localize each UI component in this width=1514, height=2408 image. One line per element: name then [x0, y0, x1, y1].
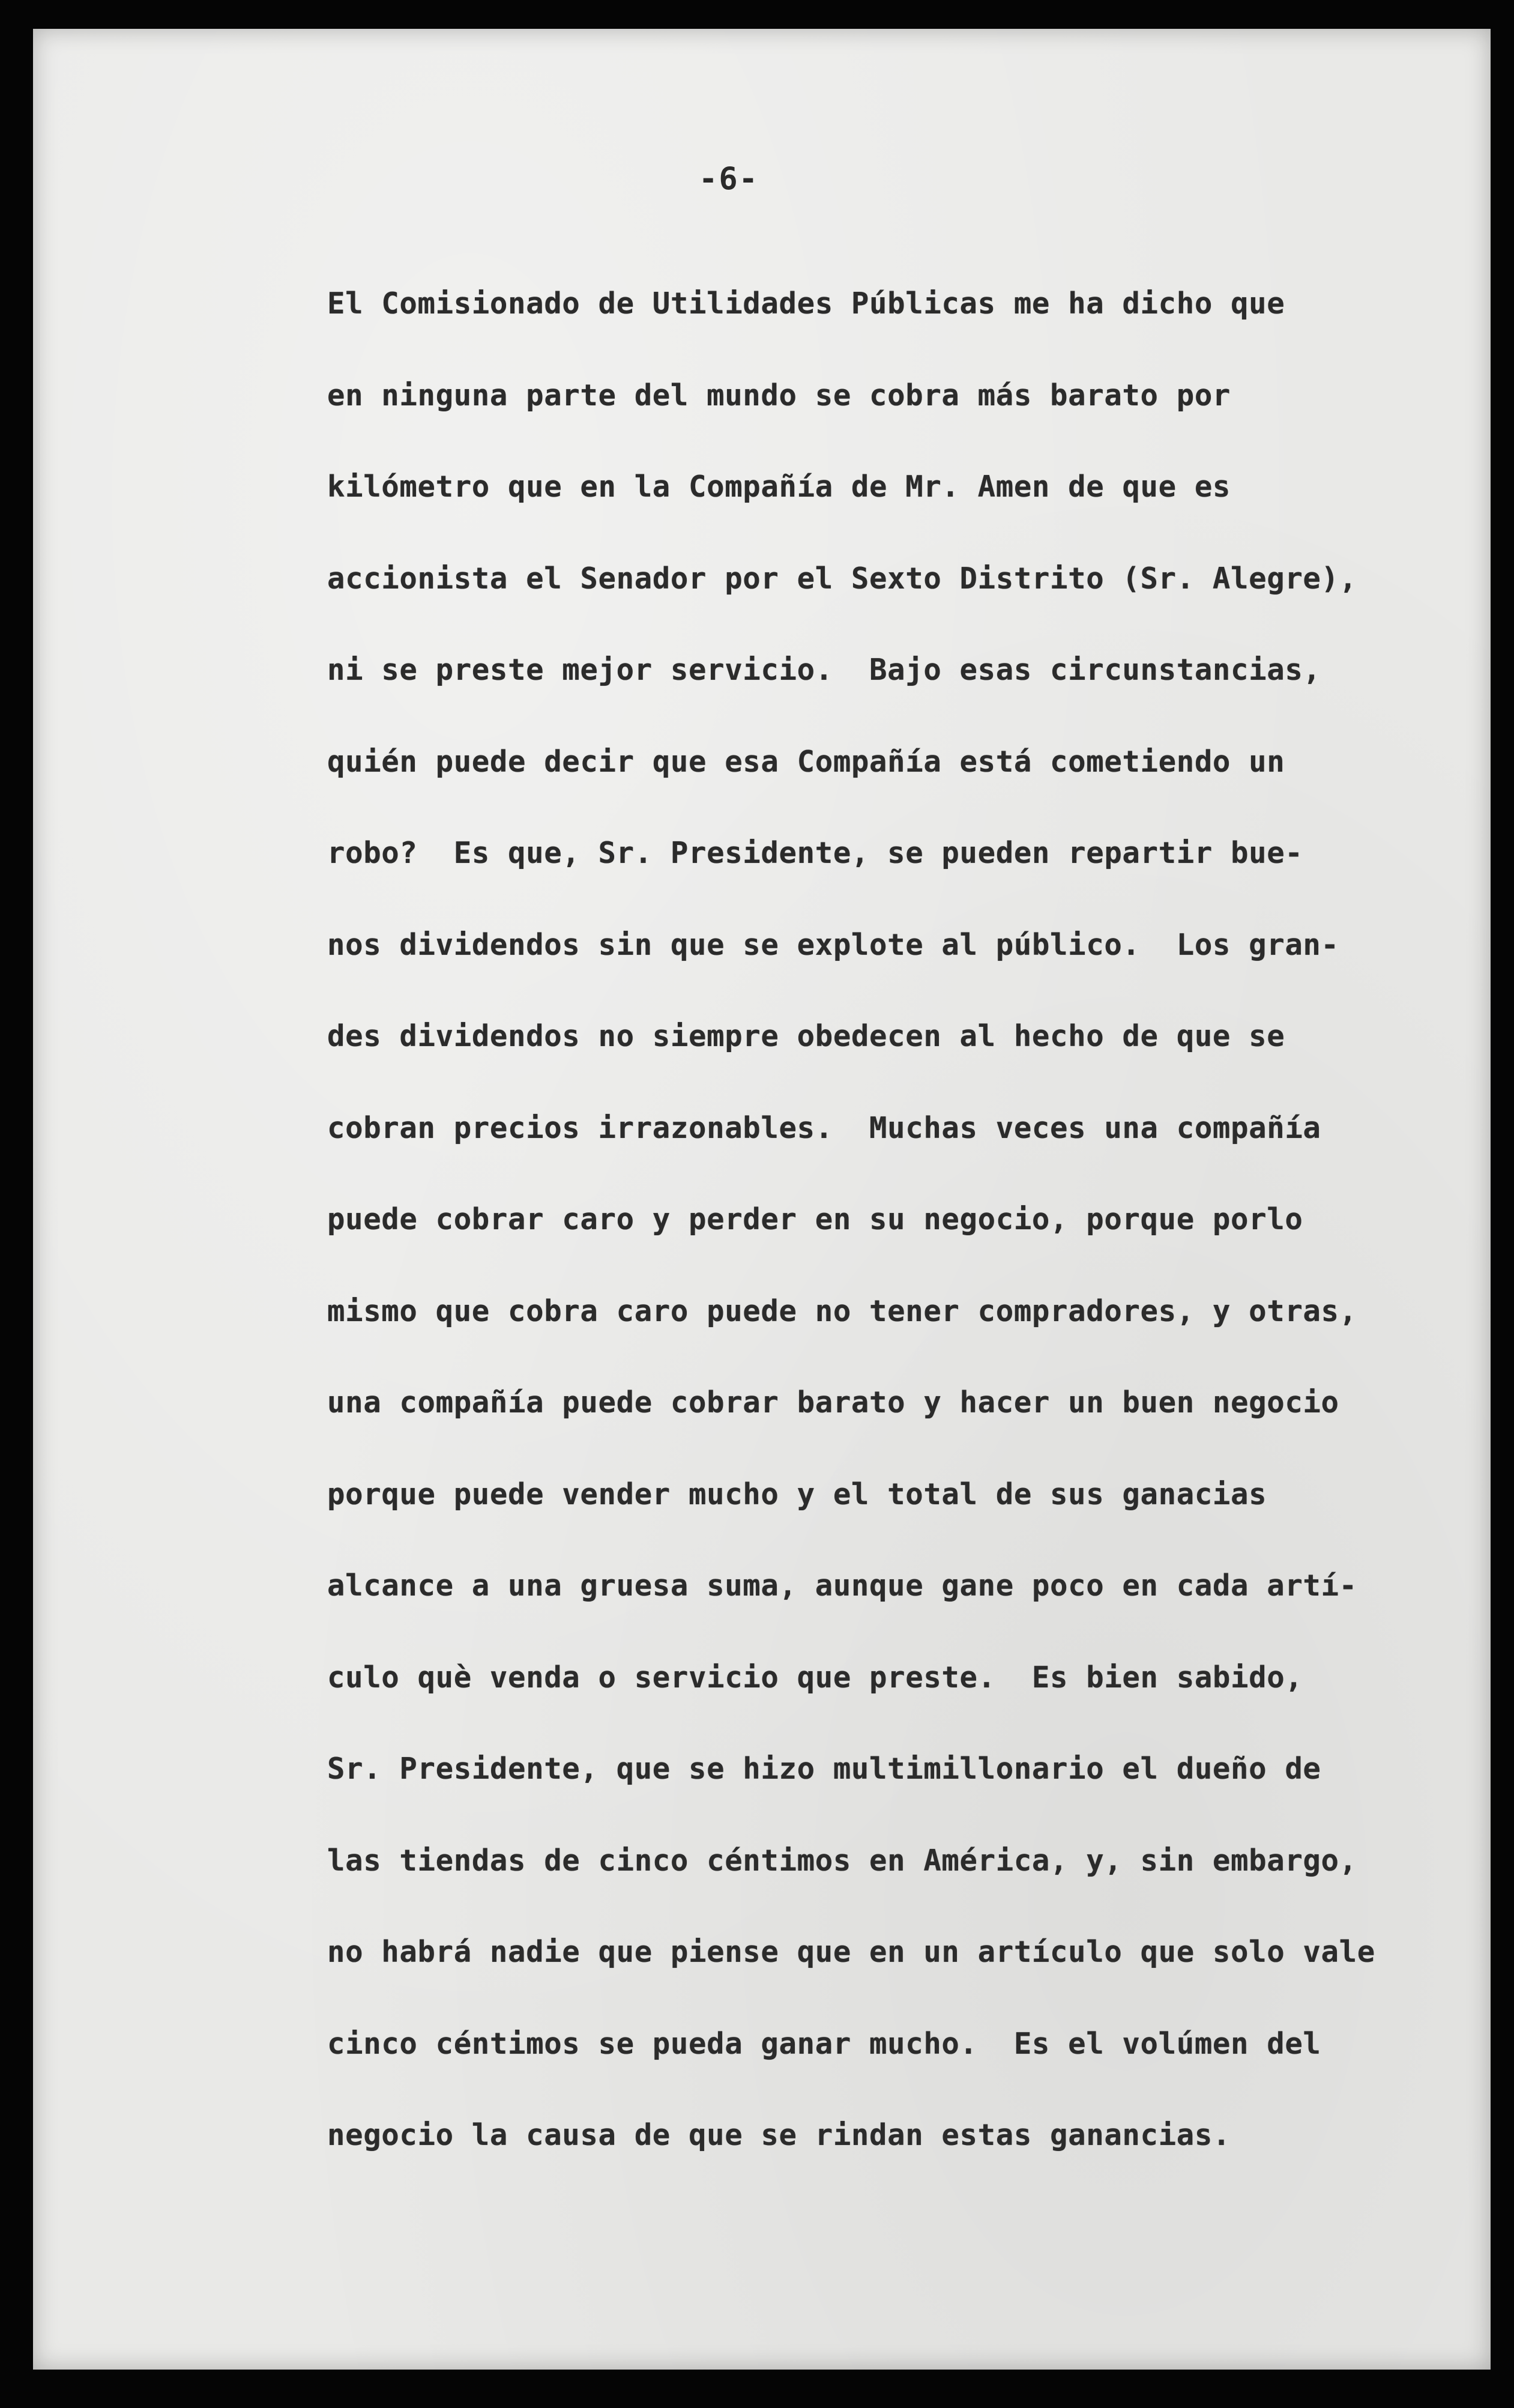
text-line: El Comisionado de Utilidades Públicas me ha dicho que — [327, 286, 1285, 321]
text-line: puede cobrar caro y perder en su negocio, porque porlo — [327, 1202, 1303, 1236]
page-number: -6- — [699, 161, 759, 197]
text-line: cinco céntimos se pueda ganar mucho. Es el volúmen del — [327, 2026, 1321, 2061]
text-line: quién puede decir que esa Compañía está cometiendo un — [327, 744, 1285, 779]
text-line: no habrá nadie que piense que en un artículo que solo vale — [327, 1935, 1375, 1969]
body-text — [327, 258, 1456, 2182]
text-line: en ninguna parte del mundo se cobra más barato por — [327, 378, 1231, 413]
text-line: robo? Es que, Sr. Presidente, se pueden repartir bue- — [327, 836, 1303, 870]
text-line: des dividendos no siempre obedecen al hecho de que se — [327, 1019, 1285, 1053]
text-line: mismo que cobra caro puede no tener compradores, y otras, — [327, 1293, 1357, 1328]
text-line: alcance a una gruesa suma, aunque gane poco en cada artí- — [327, 1569, 1357, 1603]
document-page — [33, 29, 1491, 2370]
text-line: ni se preste mejor servicio. Bajo esas circunstancias, — [327, 653, 1321, 687]
text-line: las tiendas de cinco céntimos en América, y, sin embargo, — [327, 1843, 1357, 1878]
text-line: cobran precios irrazonables. Muchas veces una compañía — [327, 1110, 1321, 1145]
text-line: nos dividendos sin que se explote al público. Los gran- — [327, 927, 1339, 962]
text-line: Sr. Presidente, que se hizo multimillonario el dueño de — [327, 1752, 1321, 1786]
text-line: porque puede vender mucho y el total de sus ganacias — [327, 1477, 1267, 1511]
text-line: una compañía puede cobrar barato y hacer un buen negocio — [327, 1385, 1339, 1420]
text-line: culo què venda o servicio que preste. Es bien sabido, — [327, 1660, 1303, 1695]
text-line: accionista el Senador por el Sexto Distrito (Sr. Alegre), — [327, 561, 1357, 596]
text-line: kilómetro que en la Compañía de Mr. Amen de que es — [327, 470, 1231, 504]
text-line: negocio la causa de que se rindan estas ganancias. — [327, 2118, 1231, 2152]
